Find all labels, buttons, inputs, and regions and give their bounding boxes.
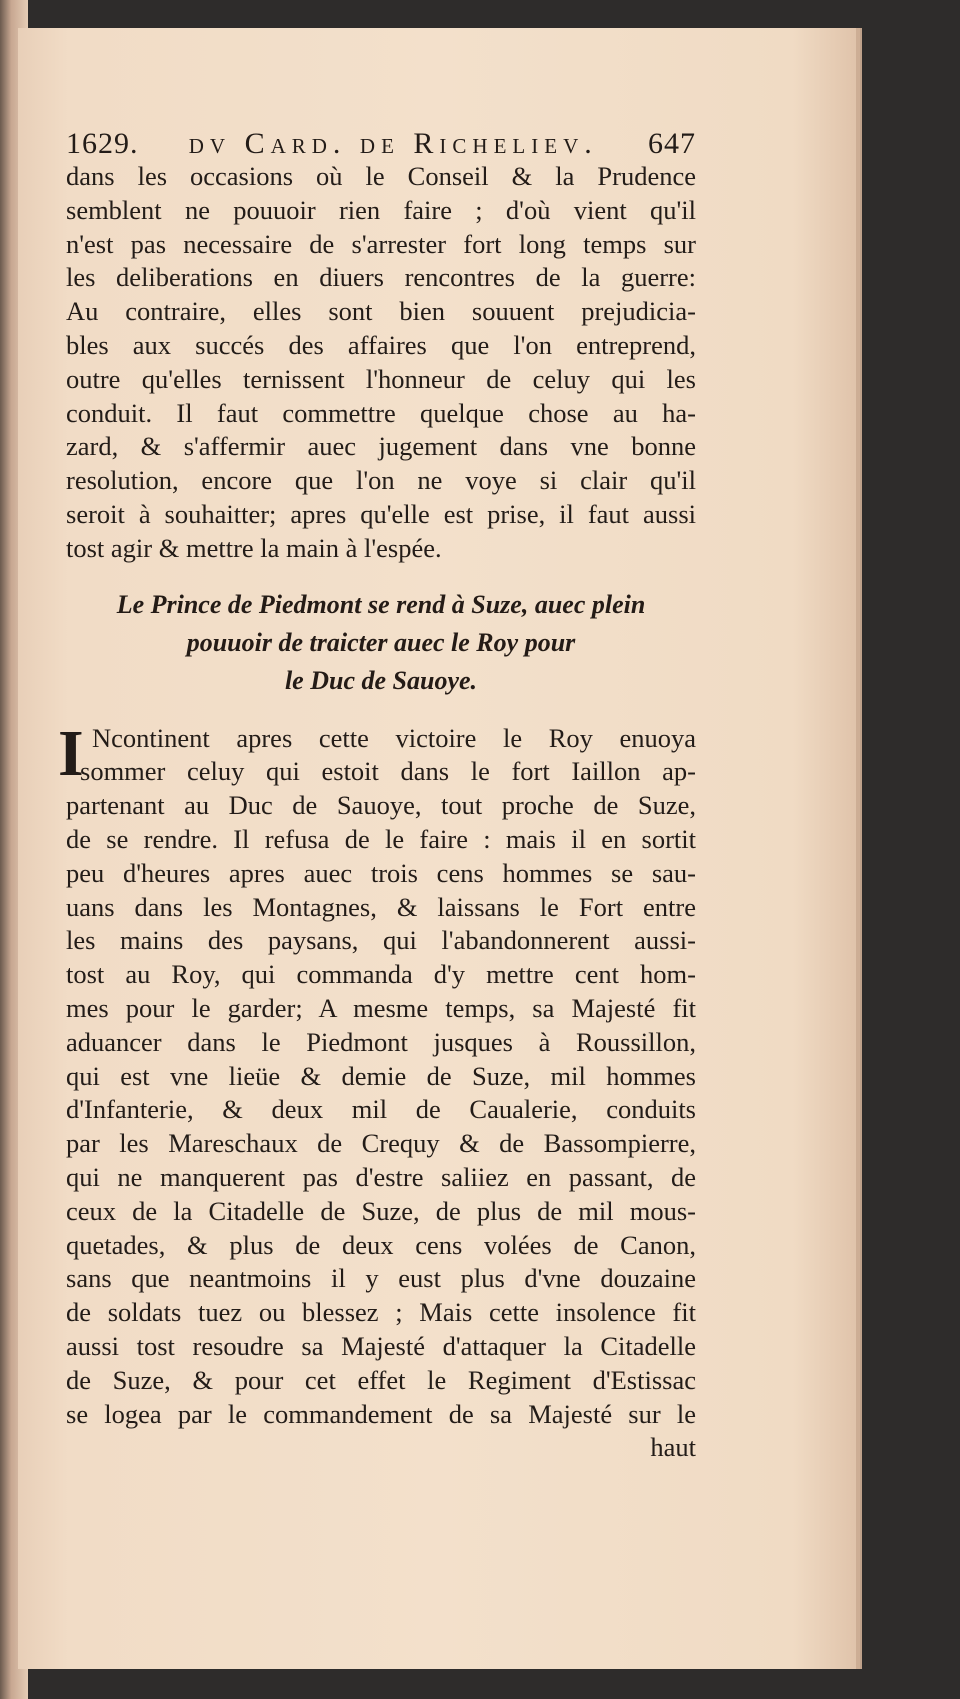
text-line: d'Infanterie, & deux mil de Caualerie, conduits [66, 1094, 696, 1125]
running-head-year: 1629. [66, 127, 139, 160]
text-line: conduit. Il faut commettre quelque chose au ha- [66, 397, 696, 428]
text-line: se logea par le commandement de sa Majesté sur le [66, 1398, 696, 1429]
text-line: sommer celuy qui estoit dans le fort Iaillon ap- [80, 756, 696, 787]
heading-line: pouuoir de traicter auec le Roy pour [186, 627, 576, 657]
text-line: tost au Roy, qui commanda d'y mettre cent hom- [66, 959, 696, 990]
text-line: resolution, encore que l'on ne voye si clair qu'il [66, 465, 696, 496]
text-line: peu d'heures apres auec trois cens hommes se sau- [66, 857, 696, 888]
text-line: outre qu'elles ternissent l'honneur de celuy qui les [66, 363, 696, 394]
text-line: qui est vne lieüe & demie de Suze, mil hommes [66, 1060, 696, 1091]
text-line: de se rendre. Il refusa de le faire : mais il en sortit [66, 823, 696, 854]
text-line: aduancer dans le Piedmont jusques à Roussillon, [66, 1026, 696, 1057]
section-heading [66, 586, 696, 700]
text-line: Ncontinent apres cette victoire le Roy enuoya [92, 722, 696, 753]
text-line: ceux de la Citadelle de Suze, de plus de mil mous- [66, 1195, 696, 1226]
running-head [66, 128, 696, 160]
heading-line: Le Prince de Piedmont se rend à Suze, auec plein [116, 589, 646, 619]
text-line: n'est pas necessaire de s'arrester fort long temps sur [66, 228, 696, 259]
text-line: de soldats tuez ou blessez ; Mais cette insolence fit [66, 1297, 696, 1328]
book-page [18, 28, 860, 1669]
drop-cap: I [58, 716, 84, 790]
text-line: tost agir & mettre la main à l'espée. [66, 532, 442, 563]
text-line: seroit à souhaitter; apres qu'elle est prise, il faut aussi [66, 498, 696, 529]
text-line: qui ne manquerent pas d'estre saliiez en passant, de [66, 1161, 696, 1192]
paragraph-2 [58, 716, 696, 1432]
text-line: mes pour le garder; A mesme temps, sa Majesté fit [66, 992, 696, 1023]
text-line: semblent ne pouuoir rien faire ; d'où vient qu'il [66, 194, 696, 225]
catchword: haut [650, 1432, 696, 1463]
text-line: uans dans les Montagnes, & laissans le Fort entre [66, 891, 696, 922]
text-line: bles aux succés des affaires que l'on entreprend, [66, 329, 696, 360]
page-fore-edge [856, 28, 860, 1669]
heading-line: le Duc de Sauoye. [284, 665, 478, 695]
running-head-title: dv Card. de Richeliev. [188, 127, 598, 160]
text-line: partenant au Duc de Sauoye, tout proche de Suze, [66, 790, 696, 821]
text-line: par les Mareschaux de Crequy & de Bassompierre, [66, 1128, 696, 1159]
text-line: Au contraire, elles sont bien souuent prejudicia- [66, 296, 696, 327]
text-line: dans les occasions où le Conseil & la Prudence [66, 161, 696, 191]
text-line: aussi tost resoudre sa Majesté d'attaquer la Citadelle [66, 1330, 696, 1361]
paragraph-1 [66, 160, 696, 566]
page-text [58, 127, 696, 1464]
text-line: sans que neantmoins il y eust plus d'vne douzaine [66, 1263, 696, 1294]
text-line: zard, & s'affermir auec jugement dans vne bonne [66, 431, 696, 462]
text-line: quetades, & plus de deux cens volées de Canon, [66, 1229, 696, 1260]
page-number: 647 [648, 127, 696, 160]
text-line: les deliberations en diuers rencontres de la guerre: [66, 262, 696, 293]
text-line: les mains des paysans, qui l'abandonnerent aussi- [66, 925, 696, 956]
text-line: de Suze, & pour cet effet le Regiment d'Estissac [66, 1364, 696, 1395]
